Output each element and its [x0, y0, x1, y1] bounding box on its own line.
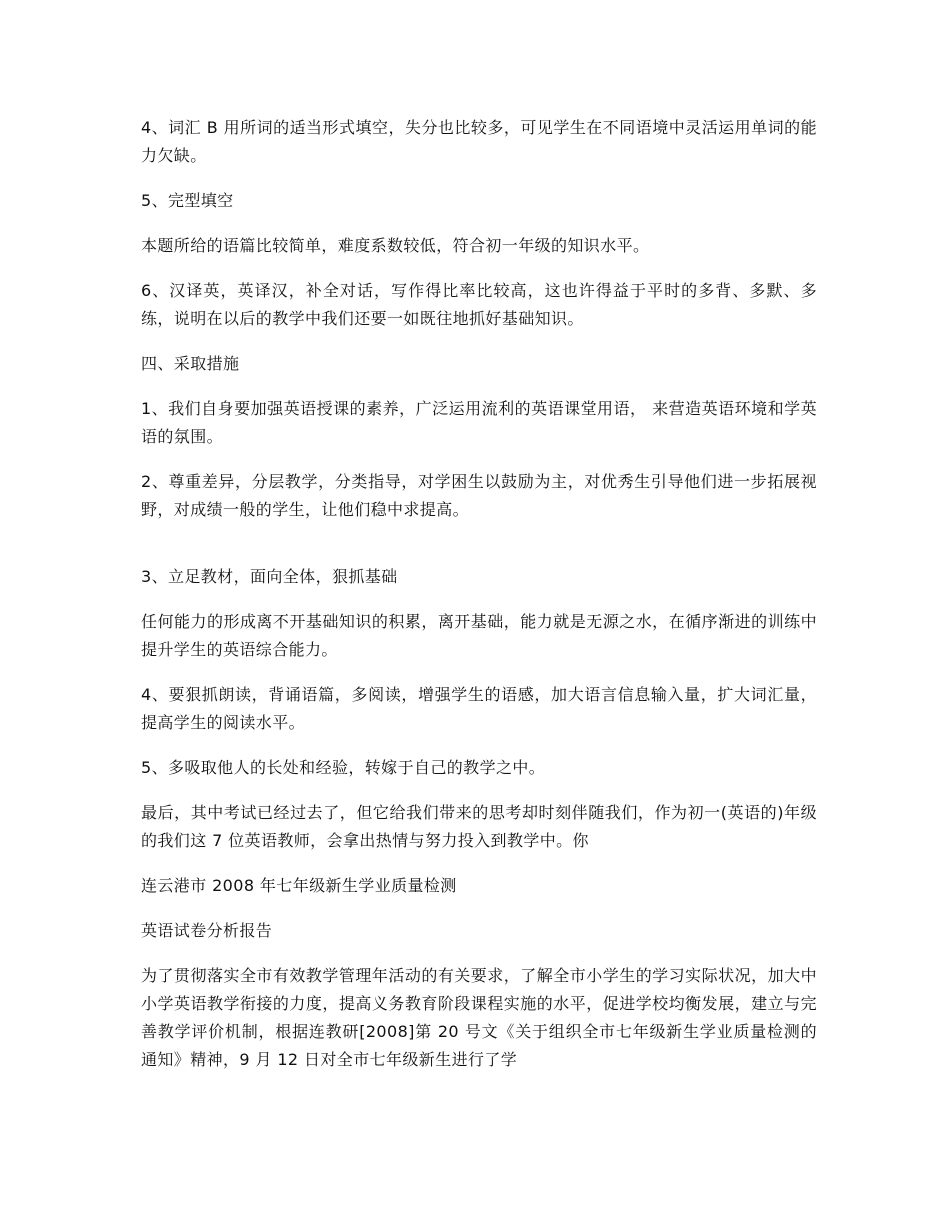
paragraph-report-intro: 为了贯彻落实全市有效教学管理年活动的有关要求，了解全市小学生的学习实际状况，加大中小学英语教学衔接的力度，提高义务教育阶段课程实施的水平，促进学校均衡发展，建立与完善教学评价机制，根据连教研[2008]第 20 号文《关于组织全市七年级新生学业质量检测的通知》精神，9 月 12 日对全市七年级新生进行了学	[141, 966, 817, 1069]
report-subtitle: 英语试卷分析报告	[141, 921, 273, 940]
heading-measures: 四、采取措施	[141, 354, 240, 373]
paragraph-measure-4: 4、要狠抓朗读，背诵语篇，多阅读，增强学生的语感，加大语言信息输入量，扩大词汇量，提高学生的阅读水平。	[141, 685, 817, 732]
report-title: 连云港市 2008 年七年级新生学业质量检测	[141, 876, 457, 895]
paragraph-vocab-b: 4、词汇 B 用所词的适当形式填空，失分也比较多，可见学生在不同语境中灵活运用单词的能力欠缺。	[141, 118, 817, 165]
document-page	[141, 114, 817, 1074]
paragraph-measure-5: 5、多吸取他人的长处和经验，转嫁于自己的教学之中。	[141, 758, 546, 777]
paragraph-cloze-analysis: 本题所给的语篇比较简单，难度系数较低，符合初一年级的知识水平。	[141, 236, 650, 255]
paragraph-translation: 6、汉译英，英译汉，补全对话，写作得比率比较高，这也许得益于平时的多背、多默、多练，说明在以后的教学中我们还要一如既往地抓好基础知识。	[141, 281, 817, 328]
paragraph-measure-3: 任何能力的形成离不开基础知识的积累，离开基础，能力就是无源之水，在循序渐进的训练中提升学生的英语综合能力。	[141, 612, 817, 659]
paragraph-measure-2: 2、尊重差异，分层教学，分类指导，对学困生以鼓励为主，对优秀生引导他们进一步拓展视野，对成绩一般的学生，让他们稳中求提高。	[141, 472, 817, 519]
heading-cloze: 5、完型填空	[141, 191, 234, 210]
heading-measure-3: 3、立足教材，面向全体，狠抓基础	[141, 567, 398, 586]
paragraph-conclusion: 最后，其中考试已经过去了，但它给我们带来的思考却时刻伴随我们，作为初一(英语的)年级的我们这 7 位英语教师，会拿出热情与努力投入到教学中。你	[141, 803, 817, 850]
paragraph-measure-1: 1、我们自身要加强英语授课的素养，广泛运用流利的英语课堂用语， 来营造英语环境和学英语的氛围。	[141, 399, 817, 446]
